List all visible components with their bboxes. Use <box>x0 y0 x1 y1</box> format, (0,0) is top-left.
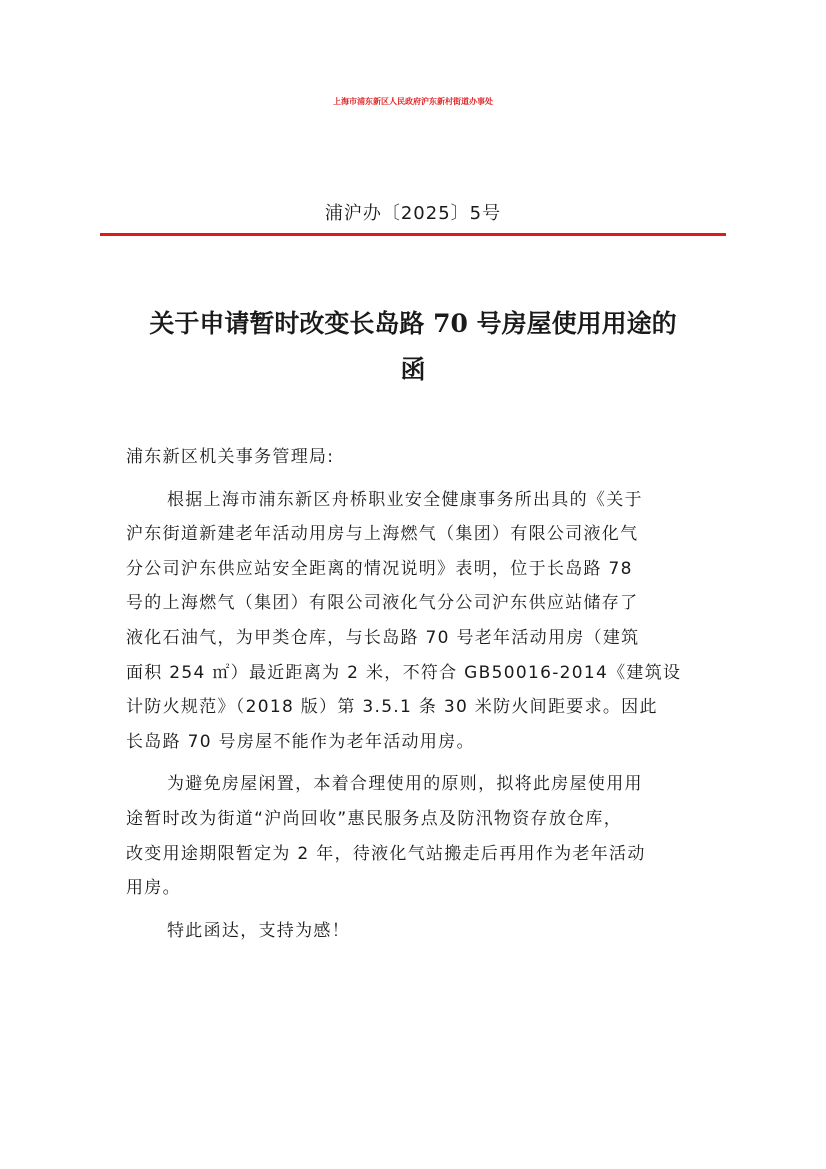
closing-line: 特此函达，支持为感！ <box>167 920 350 941</box>
document-title-line: 关于申请暂时改变长岛路 70 号房屋使用用途的 <box>149 309 677 338</box>
document-title <box>100 301 726 393</box>
paragraph-line: 计防火规范》（2018 版）第 3.5.1 条 30 米防火间距要求。因此 <box>126 697 658 718</box>
document-number: 浦沪办〔2025〕5号 <box>324 203 502 224</box>
paragraph-line: 长岛路 70 号房屋不能作为老年活动用房。 <box>126 731 475 752</box>
document-title-line: 函 <box>400 355 426 384</box>
paragraph-line: 液化石油气，为甲类仓库，与长岛路 70 号老年活动用房（建筑 <box>126 627 640 648</box>
letter-body <box>126 440 706 948</box>
paragraph-line: 沪东街道新建老年活动用房与上海燃气（集团）有限公司液化气 <box>126 524 639 545</box>
paragraph-line: 用房。 <box>126 878 181 899</box>
paragraph-line: 为避免房屋闲置，本着合理使用的原则，拟将此房屋使用用 <box>167 774 643 795</box>
paragraph-line: 分公司沪东供应站安全距离的情况说明》表明，位于长岛路 78 <box>126 558 633 579</box>
salutation: 浦东新区机关事务管理局: <box>126 447 335 467</box>
paragraph-line: 面积 254 ㎡）最近距离为 2 米，不符合 GB50016-2014《建筑设 <box>126 662 682 683</box>
paragraph-line: 号的上海燃气（集团）有限公司液化气分公司沪东供应站储存了 <box>126 593 639 614</box>
paragraph-line: 根据上海市浦东新区舟桥职业安全健康事务所出具的《关于 <box>167 489 643 510</box>
red-divider-line <box>100 233 726 236</box>
issuer-header: 上海市浦东新区人民政府沪东新村街道办事处 <box>333 96 493 106</box>
paragraph-line: 改变用途期限暂定为 2 年，待液化气站搬走后再用作为老年活动 <box>126 843 646 864</box>
paragraph-line: 途暂时改为街道“沪尚回收”惠民服务点及防汛物资存放仓库， <box>126 808 623 829</box>
